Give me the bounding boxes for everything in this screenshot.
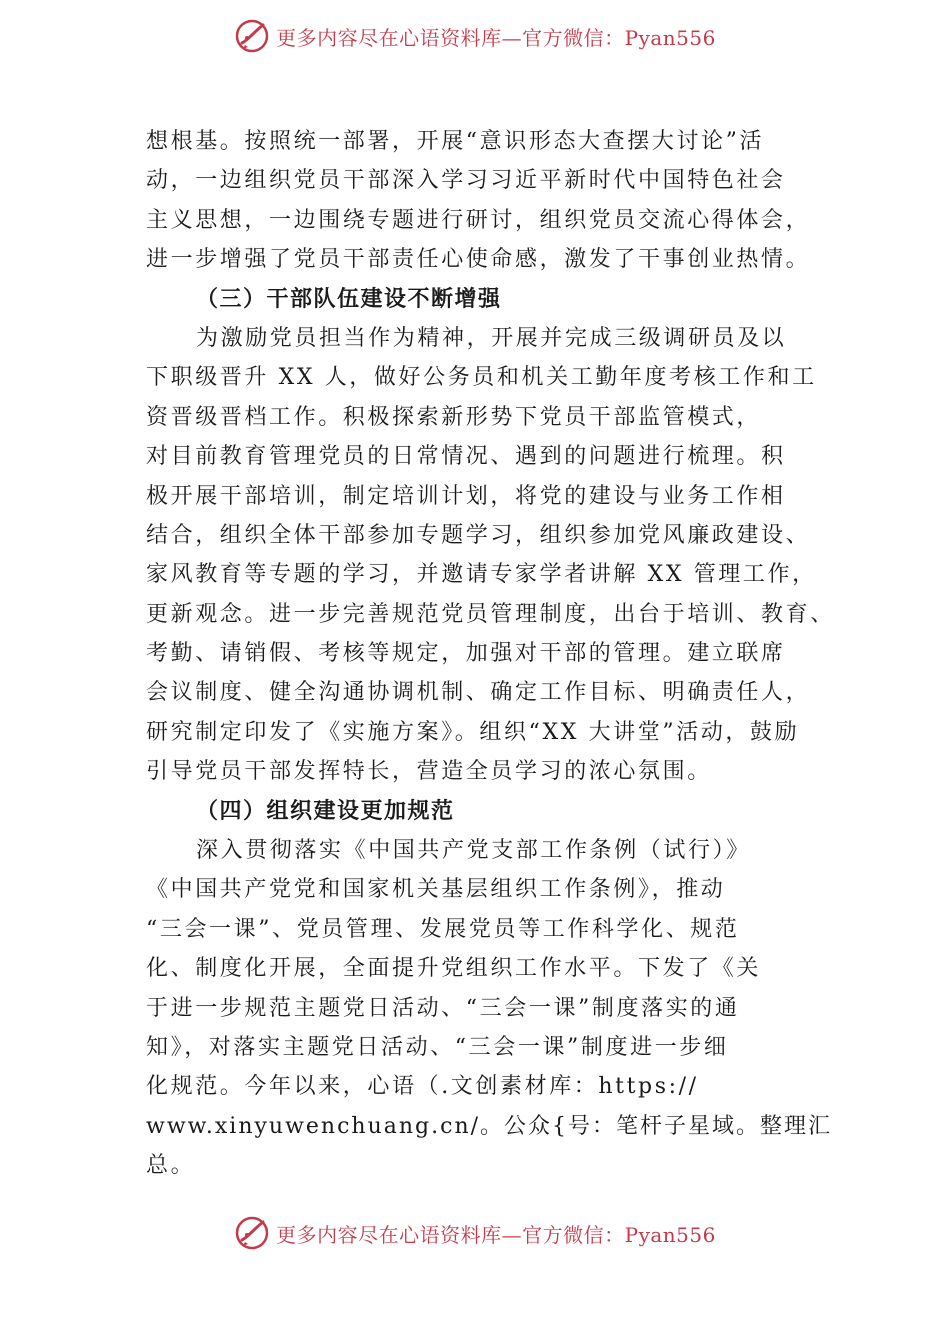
text-line: 结合，组织全体干部参加专题学习，组织参加党风廉政建设、 [146, 522, 811, 548]
text-line: 化、制度化开展，全面提升党组织工作水平。下发了《关 [146, 956, 762, 982]
text-line: 知》，对落实主题党日活动、“三会一课”制度进一步细 [146, 1034, 729, 1060]
text-line: 于进一步规范主题党日活动、“三会一课”制度落实的通 [146, 995, 740, 1021]
text-line: 资晋级晋档工作。积极探索新形势下党员干部监管模式， [146, 404, 762, 430]
watermark-banner-bottom [0, 1213, 950, 1253]
text-line: 引导党员干部发挥特长，营造全员学习的浓心氛围。 [146, 759, 712, 785]
brush-logo-icon [234, 18, 270, 54]
text-line: 深入贯彻落实《中国共产党支部工作条例（试行）》 [196, 838, 751, 864]
text-line: 进一步增强了党员干部责任心使命感，激发了干事创业热情。 [146, 247, 811, 273]
text-line: “三会一课”、党员管理、发展党员等工作科学化、规范 [146, 916, 740, 942]
section-heading: （四）组织建设更加规范 [196, 798, 455, 824]
text-line: 研究制定印发了《实施方案》。组织“XX 大讲堂”活动，鼓励 [146, 719, 800, 745]
text-line: 化规范。今年以来，心语（.文创素材库：https:// [146, 1074, 699, 1100]
text-line: 更新观念。进一步完善规范党员管理制度，出台于培训、教育、 [146, 601, 835, 627]
text-line: 考勤、请销假、考核等规定，加强对干部的管理。建立联席 [146, 641, 786, 667]
text-line: 对目前教育管理党员的日常情况、遇到的问题进行梳理。积 [146, 444, 786, 470]
watermark-text: 更多内容尽在心语资料库—官方微信：Pyan556 [276, 1222, 716, 1247]
text-line: 动，一边组织党员干部深入学习习近平新时代中国特色社会 [146, 168, 786, 194]
text-line: 下职级晋升 XX 人，做好公务员和机关工勤年度考核工作和工 [146, 365, 817, 391]
text-line: 为激励党员担当作为精神，开展并完成三级调研员及以 [196, 325, 787, 351]
text-line: 总。 [146, 1153, 196, 1179]
watermark-banner-top [0, 16, 950, 56]
text-line: 会议制度、健全沟通协调机制、确定工作目标、明确责任人， [146, 680, 811, 706]
text-line: 《中国共产党党和国家机关基层组织工作条例》，推动 [146, 877, 726, 903]
text-line: 家风教育等专题的学习，并邀请专家学者讲解 XX 管理工作， [146, 562, 817, 588]
text-line: www.xinyuwenchuang.cn/。公众{号：笔杆子星域。整理汇 [146, 1113, 833, 1139]
text-line: 想根基。按照统一部署，开展“意识形态大查摆大讨论”活 [146, 129, 765, 154]
text-line: 主义思想，一边围绕专题进行研讨，组织党员交流心得体会， [146, 207, 811, 233]
brush-logo-icon [234, 1215, 270, 1251]
text-line: 极开展干部培训，制定培训计划，将党的建设与业务工作相 [146, 483, 786, 509]
section-heading: （三）干部队伍建设不断增强 [196, 286, 502, 312]
document-body [146, 122, 836, 1186]
watermark-text: 更多内容尽在心语资料库—官方微信：Pyan556 [276, 25, 716, 50]
